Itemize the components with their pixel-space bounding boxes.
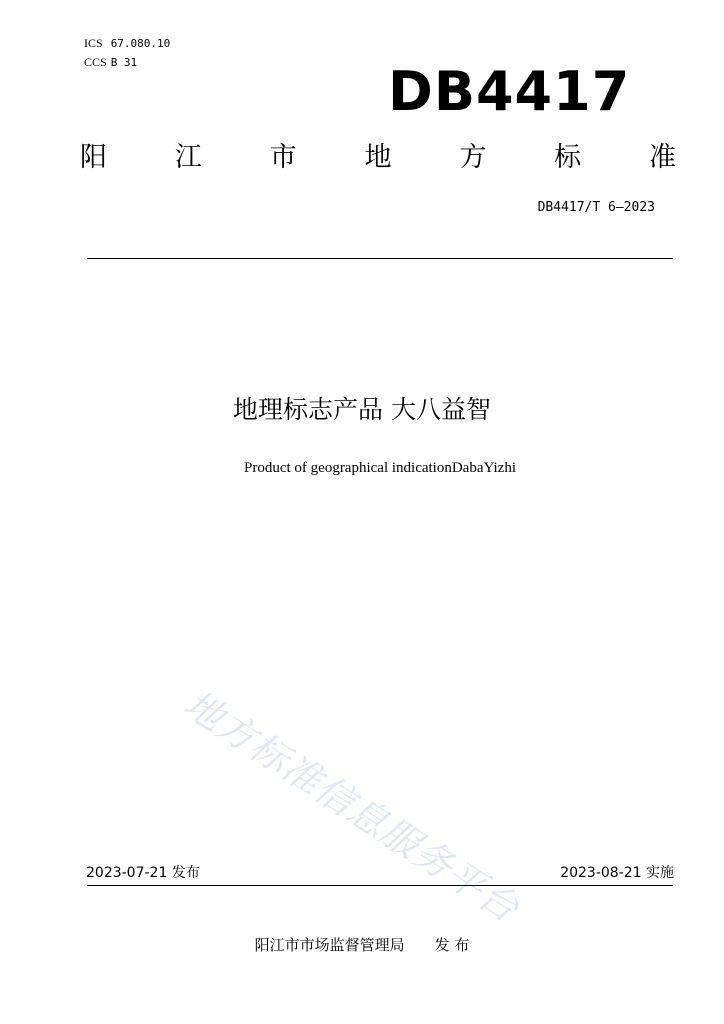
standard-type-char: 方 — [459, 142, 487, 173]
watermark: 地方标准信息服务平台 — [176, 681, 528, 931]
title-chinese: 地理标志产品 大八益智 — [233, 395, 491, 424]
title-english: Product of geographical indicationDabaYizhi — [244, 460, 516, 476]
issuer-line — [0, 935, 724, 955]
ccs-code: B 31 — [110, 56, 138, 69]
standard-type-char: 市 — [269, 142, 297, 173]
ics-classification — [84, 36, 170, 51]
standard-type-char: 地 — [364, 142, 392, 173]
publish-date: 2023-07-21 发布 — [86, 865, 200, 881]
bottom-divider — [87, 885, 673, 886]
standard-type-char: 江 — [174, 142, 202, 173]
ics-code: 67.080.10 — [110, 37, 171, 50]
issuer-name: 阳江市市场监督管理局 — [254, 936, 405, 954]
ccs-label: CCS — [84, 55, 107, 69]
standard-type-heading — [80, 140, 676, 176]
implement-date: 2023-08-21 实施 — [560, 865, 674, 881]
ccs-classification — [84, 55, 137, 70]
standard-type-char: 标 — [554, 142, 582, 173]
top-divider — [87, 258, 673, 259]
standard-type-char: 阳 — [80, 142, 107, 173]
issuer-action: 发 布 — [434, 936, 470, 954]
standard-logo: DB4417 — [388, 60, 631, 123]
ics-label: ICS — [84, 36, 103, 50]
standard-type-char: 准 — [648, 142, 676, 173]
standard-number: DB4417/T 6—2023 — [537, 200, 655, 215]
